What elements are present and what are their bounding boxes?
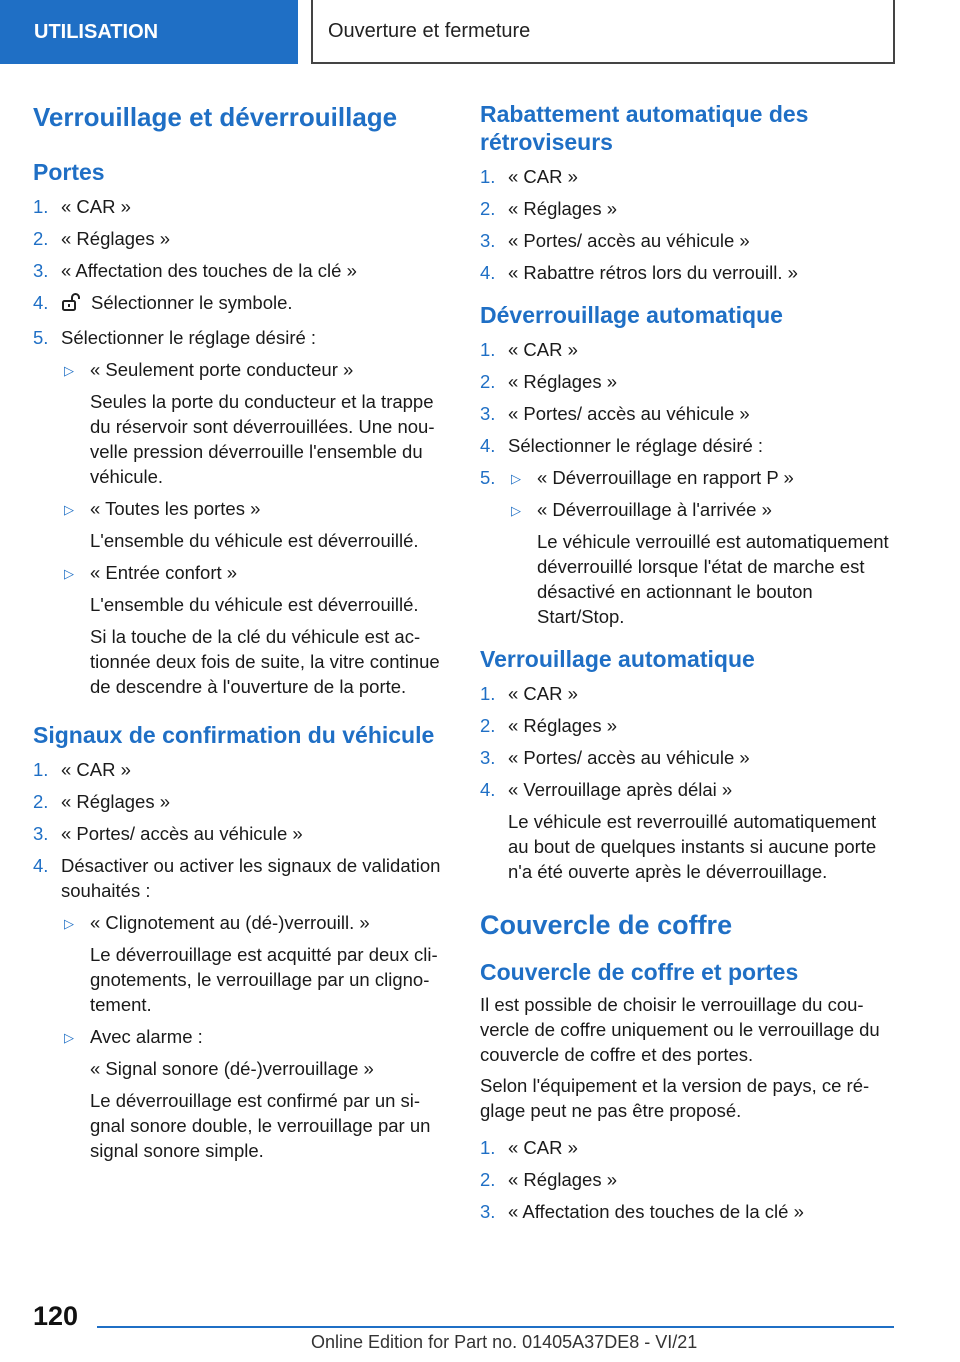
list-item: 4. Désactiver ou activer les signaux de validation souhaités : ▷ « Clignotement au (dé-)verrouill. » Le déverrouillage est acquitté par deux clignotements, le verrouillage par un clignotement. ▷ Avec alarme : « Signal sonore (dé-)verrouillage » Le déverrouillage est confirmé par un signal sonore double, le verrouillage par un signal sonore simple. bbox=[33, 853, 448, 1163]
list-item: 4. Sélectionner le réglage désiré : bbox=[480, 435, 764, 456]
section-title-verrouillage: Verrouillage et déverrouillage bbox=[33, 102, 398, 132]
triangle-right-icon: ▷ bbox=[511, 503, 521, 518]
heading-rabattement: Rabattement automatique des rétroviseurs bbox=[480, 101, 809, 155]
heading-portes: Portes bbox=[33, 159, 105, 185]
list-item: 1. « CAR » bbox=[33, 759, 131, 780]
list-item: 2. « Réglages » bbox=[480, 198, 618, 219]
list-item: 2. « Réglages » bbox=[480, 1169, 618, 1190]
list-item: ▷ « Déverrouillage à l'arrivée » Le véhicule verrouillé est automatiquement déverrouillé lorsque l'état de marche est désactivé en actionnant le bouton Start/Stop. bbox=[511, 499, 889, 627]
chapter-title: Ouverture et fermeture bbox=[311, 0, 895, 64]
list-item: 5. ▷ « Déverrouillage en rapport P » ▷ « Déverrouillage à l'arrivée » Le véhicule verrouillé est automatiquement déverrouillé lorsque l'état de marche est désactivé en actionnant le bouton Start/Stop. bbox=[480, 465, 900, 629]
list-item: 2. « Réglages » bbox=[480, 715, 618, 736]
options-signaux bbox=[61, 910, 448, 1163]
steps-deverrouillage-auto bbox=[480, 337, 900, 629]
edition-text: Online Edition for Part no. 01405A37DE8 - VI/21 bbox=[311, 1332, 698, 1352]
list-item: 1. « CAR » bbox=[480, 683, 578, 704]
list-item: 1. « CAR » bbox=[480, 1137, 578, 1158]
options-portes bbox=[61, 357, 448, 699]
page-number: 120 bbox=[33, 1301, 79, 1331]
heading-verrouillage-auto: Verrouillage automatique bbox=[480, 646, 755, 672]
triangle-right-icon: ▷ bbox=[64, 363, 74, 378]
list-item: ▷ « Entrée confort » L'ensemble du véhicule est déverrouillé. Si la touche de la clé du véhicule est actionnée deux fois de suite, la vitre continue de descendre à l'ouverture de la porte. bbox=[64, 562, 440, 697]
list-item: 4. « Verrouillage après délai » Le véhicule est reverrouillé automatiquement au bout de quelques instants si aucune porte n'a été ouverte après le déverrouillage. bbox=[480, 779, 877, 882]
list-item: 3. « Portes/ accès au véhicule » bbox=[33, 823, 303, 844]
list-item: ▷ « Toutes les portes » L'ensemble du véhicule est déverrouillé. bbox=[64, 498, 419, 551]
list-item: ▷ « Seulement porte conducteur » Seules la porte du conducteur et la trappe du réservoir sont déverrouillées. Une nouvelle pression déverrouille l'ensemble du véhicule. bbox=[64, 359, 435, 487]
list-item: 2. « Réglages » bbox=[480, 371, 618, 392]
triangle-right-icon: ▷ bbox=[511, 471, 521, 486]
list-item: ▷ « Déverrouillage en rapport P » bbox=[508, 465, 900, 490]
right-column bbox=[480, 100, 900, 1231]
heading-couvercle-portes: Couvercle de coffre et portes bbox=[480, 959, 799, 985]
triangle-right-icon: ▷ bbox=[64, 1030, 74, 1045]
steps-rabattement bbox=[480, 164, 900, 285]
list-item: 3. « Portes/ accès au véhicule » bbox=[480, 747, 750, 768]
page-header bbox=[0, 0, 960, 66]
list-item: 4. Sélectionner le symbole. bbox=[33, 290, 448, 318]
list-item: 3. « Affectation des touches de la clé » bbox=[480, 1201, 804, 1222]
list-item: 2. « Réglages » bbox=[33, 791, 171, 812]
triangle-right-icon: ▷ bbox=[64, 502, 74, 517]
list-item: 1. « CAR » bbox=[480, 166, 578, 187]
triangle-right-icon: ▷ bbox=[64, 916, 74, 931]
list-item: 3. « Portes/ accès au véhicule » bbox=[480, 403, 750, 424]
section-title-couvercle: Couvercle de coffre bbox=[480, 910, 733, 940]
heading-signaux: Signaux de confirmation du véhicule bbox=[33, 722, 435, 748]
list-item: 4. « Rabattre rétros lors du verrouill. » bbox=[480, 262, 798, 283]
list-item: 3. « Affectation des touches de la clé » bbox=[33, 260, 357, 281]
list-item: 1. « CAR » bbox=[33, 196, 131, 217]
section-tab: UTILISATION bbox=[0, 0, 298, 64]
heading-deverrouillage-auto: Déverrouillage automatique bbox=[480, 302, 783, 328]
paragraph: Il est possible de choisir le verrouillage du couvercle de coffre uniquement ou le verrouillage du couvercle de coffre et des portes. bbox=[480, 994, 880, 1065]
triangle-right-icon: ▷ bbox=[64, 566, 74, 581]
list-item: ▷ Avec alarme : « Signal sonore (dé-)verrouillage » Le déverrouillage est confirmé par un signal sonore double, le verrouillage par un signal sonore simple. bbox=[64, 1026, 431, 1161]
left-column bbox=[33, 100, 448, 1170]
footer-divider bbox=[97, 1326, 894, 1328]
paragraph: Selon l'équipement et la version de pays, ce réglage peut ne pas être proposé. bbox=[480, 1075, 870, 1121]
list-item: 3. « Portes/ accès au véhicule » bbox=[480, 230, 750, 251]
list-item: 2. « Réglages » bbox=[33, 228, 171, 249]
unlock-icon bbox=[61, 292, 81, 318]
list-item: 5. Sélectionner le réglage désiré : ▷ « Seulement porte conducteur » Seules la porte du conducteur et la trappe du réservoir sont déverrouillées. Une nouvelle pression déverrouille l'ensemble du véhicule. ▷ « Toutes les portes » L'ensemble du véhicule est déverrouillé. ▷ « Entrée confort » L'ensemble du véhicule est déverrouillé. Si la touche de la clé du véhicule est actionnée deux fois de suite, la vitre continue de descendre à l'ouverture de la porte. bbox=[33, 325, 448, 699]
options-deverrouillage bbox=[508, 465, 900, 629]
list-item: 1. « CAR » bbox=[480, 339, 578, 360]
steps-couvercle bbox=[480, 1135, 900, 1224]
steps-signaux bbox=[33, 757, 448, 1163]
list-item: ▷ « Clignotement au (dé-)verrouill. » Le déverrouillage est acquitté par deux clignotements, le verrouillage par un clignotement. bbox=[64, 912, 438, 1015]
steps-portes bbox=[33, 194, 448, 699]
steps-verrouillage-auto bbox=[480, 681, 900, 884]
